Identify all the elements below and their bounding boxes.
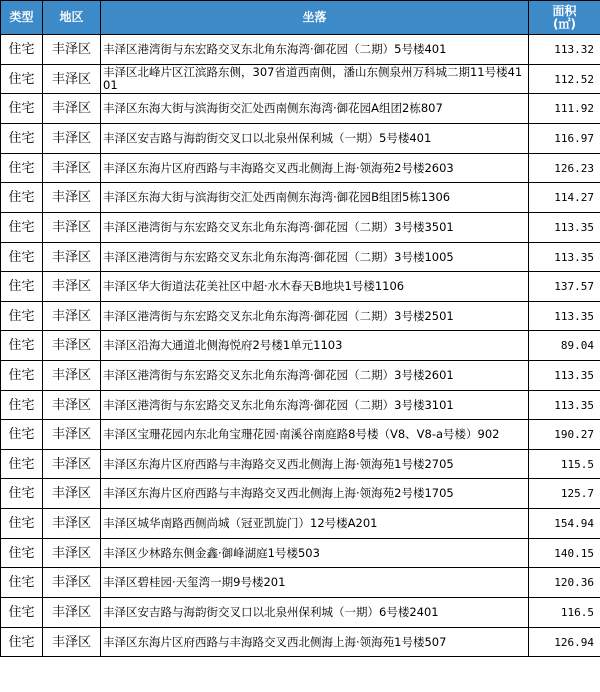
table-row (1, 35, 600, 65)
cell-type: 住宅 (1, 509, 43, 539)
header-district: 地区 (43, 1, 101, 35)
cell-type: 住宅 (1, 94, 43, 124)
cell-address: 丰泽区沿海大通道北侧海悦府2号楼1单元1103 (101, 331, 529, 361)
header-area-label: 面积 (552, 3, 577, 18)
cell-type: 住宅 (1, 154, 43, 183)
cell-address: 丰泽区港湾街与东宏路交叉东北角东海湾·御花园（二期）3号楼3501 (101, 213, 529, 243)
cell-district: 丰泽区 (43, 450, 101, 479)
cell-district: 丰泽区 (43, 539, 101, 568)
table-row (1, 243, 600, 272)
cell-district: 丰泽区 (43, 628, 101, 657)
header-address: 坐落 (101, 1, 529, 35)
cell-area: 126.94 (529, 628, 600, 657)
cell-district: 丰泽区 (43, 94, 101, 124)
table-row (1, 628, 600, 657)
table-row (1, 154, 600, 183)
cell-area: 137.57 (529, 272, 600, 302)
cell-district: 丰泽区 (43, 124, 101, 154)
cell-district: 丰泽区 (43, 35, 101, 65)
cell-area: 113.35 (529, 361, 600, 391)
table-row (1, 65, 600, 94)
table-row (1, 450, 600, 479)
cell-area: 126.23 (529, 154, 600, 183)
cell-address: 丰泽区安吉路与海韵街交叉口以北泉州保利城（一期）6号楼2401 (101, 598, 529, 628)
cell-district: 丰泽区 (43, 598, 101, 628)
cell-address: 丰泽区港湾街与东宏路交叉东北角东海湾·御花园（二期）3号楼1005 (101, 243, 529, 272)
cell-area: 111.92 (529, 94, 600, 124)
cell-address: 丰泽区东海片区府西路与丰海路交叉西北侧海上海·领海苑2号楼1705 (101, 479, 529, 509)
table-row (1, 302, 600, 331)
cell-type: 住宅 (1, 272, 43, 302)
cell-address: 丰泽区东海片区府西路与丰海路交叉西北侧海上海·领海苑2号楼2603 (101, 154, 529, 183)
cell-address: 丰泽区城华南路西侧尚城（冠亚凯旋门）12号楼A201 (101, 509, 529, 539)
table-row (1, 213, 600, 243)
cell-type: 住宅 (1, 302, 43, 331)
cell-address: 丰泽区东海大街与滨海街交汇处西南侧东海湾·御花园A组团2栋807 (101, 94, 529, 124)
header-area (529, 1, 600, 35)
cell-district: 丰泽区 (43, 361, 101, 391)
table-row (1, 598, 600, 628)
cell-area: 115.5 (529, 450, 600, 479)
cell-area: 113.35 (529, 391, 600, 420)
cell-area: 120.36 (529, 568, 600, 598)
cell-district: 丰泽区 (43, 213, 101, 243)
header-row (1, 1, 600, 35)
table-row (1, 331, 600, 361)
cell-address: 丰泽区碧桂园·天玺湾一期9号楼201 (101, 568, 529, 598)
cell-address: 丰泽区港湾街与东宏路交叉东北角东海湾·御花园（二期）3号楼2501 (101, 302, 529, 331)
cell-area: 89.04 (529, 331, 600, 361)
cell-address: 丰泽区港湾街与东宏路交叉东北角东海湾·御花园（二期）5号楼401 (101, 35, 529, 65)
cell-address: 丰泽区北峰片区江滨路东侧，307省道西南侧，潘山东侧泉州万科城二期11号楼4101 (101, 65, 529, 94)
cell-address: 丰泽区港湾街与东宏路交叉东北角东海湾·御花园（二期）3号楼2601 (101, 361, 529, 391)
table-row (1, 568, 600, 598)
cell-address: 丰泽区少林路东侧金鑫·御峰湖庭1号楼503 (101, 539, 529, 568)
watermark (445, 663, 600, 692)
cell-district: 丰泽区 (43, 331, 101, 361)
cell-type: 住宅 (1, 391, 43, 420)
cell-address: 丰泽区东海片区府西路与丰海路交叉西北侧海上海·领海苑1号楼507 (101, 628, 529, 657)
table-row (1, 420, 600, 450)
cell-district: 丰泽区 (43, 420, 101, 450)
table-row (1, 539, 600, 568)
cell-type: 住宅 (1, 183, 43, 213)
cell-address: 丰泽区华大街道法花美社区中超·水木春天B地块1号楼1106 (101, 272, 529, 302)
cell-district: 丰泽区 (43, 509, 101, 539)
table-row (1, 94, 600, 124)
cell-district: 丰泽区 (43, 479, 101, 509)
table-row (1, 183, 600, 213)
cell-area: 154.94 (529, 509, 600, 539)
cell-type: 住宅 (1, 361, 43, 391)
cell-type: 住宅 (1, 598, 43, 628)
cell-area: 113.35 (529, 213, 600, 243)
cell-area: 116.5 (529, 598, 600, 628)
cell-area: 113.32 (529, 35, 600, 65)
cell-district: 丰泽区 (43, 391, 101, 420)
cell-type: 住宅 (1, 124, 43, 154)
cell-address: 丰泽区东海大街与滨海街交汇处西南侧东海湾·御花园B组团5栋1306 (101, 183, 529, 213)
cell-type: 住宅 (1, 243, 43, 272)
header-area-unit: (㎡) (553, 16, 576, 31)
cell-address: 丰泽区安吉路与海韵街交叉口以北泉州保利城（一期）5号楼401 (101, 124, 529, 154)
cell-district: 丰泽区 (43, 568, 101, 598)
cell-area: 125.7 (529, 479, 600, 509)
cell-type: 住宅 (1, 35, 43, 65)
cell-area: 113.35 (529, 243, 600, 272)
cell-district: 丰泽区 (43, 65, 101, 94)
cell-type: 住宅 (1, 628, 43, 657)
cell-area: 113.35 (529, 302, 600, 331)
cell-type: 住宅 (1, 65, 43, 94)
cell-type: 住宅 (1, 450, 43, 479)
cell-area: 140.15 (529, 539, 600, 568)
table-row (1, 509, 600, 539)
cell-type: 住宅 (1, 420, 43, 450)
cell-type: 住宅 (1, 331, 43, 361)
cell-area: 190.27 (529, 420, 600, 450)
cell-district: 丰泽区 (43, 272, 101, 302)
cell-type: 住宅 (1, 539, 43, 568)
cell-type: 住宅 (1, 479, 43, 509)
cell-address: 丰泽区东海片区府西路与丰海路交叉西北侧海上海·领海苑1号楼2705 (101, 450, 529, 479)
header-type: 类型 (1, 1, 43, 35)
table-row (1, 124, 600, 154)
cell-area: 112.52 (529, 65, 600, 94)
cell-district: 丰泽区 (43, 302, 101, 331)
cell-district: 丰泽区 (43, 154, 101, 183)
cell-area: 116.97 (529, 124, 600, 154)
cell-address: 丰泽区宝珊花园内东北角宝珊花园·南溪谷南庭路8号楼（V8、V8-a号楼）902 (101, 420, 529, 450)
cell-area: 114.27 (529, 183, 600, 213)
table-row (1, 272, 600, 302)
table-row (1, 479, 600, 509)
cell-district: 丰泽区 (43, 183, 101, 213)
table-row (1, 391, 600, 420)
cell-district: 丰泽区 (43, 243, 101, 272)
cell-address: 丰泽区港湾街与东宏路交叉东北角东海湾·御花园（二期）3号楼3101 (101, 391, 529, 420)
cell-type: 住宅 (1, 568, 43, 598)
table-row (1, 361, 600, 391)
cell-type: 住宅 (1, 213, 43, 243)
